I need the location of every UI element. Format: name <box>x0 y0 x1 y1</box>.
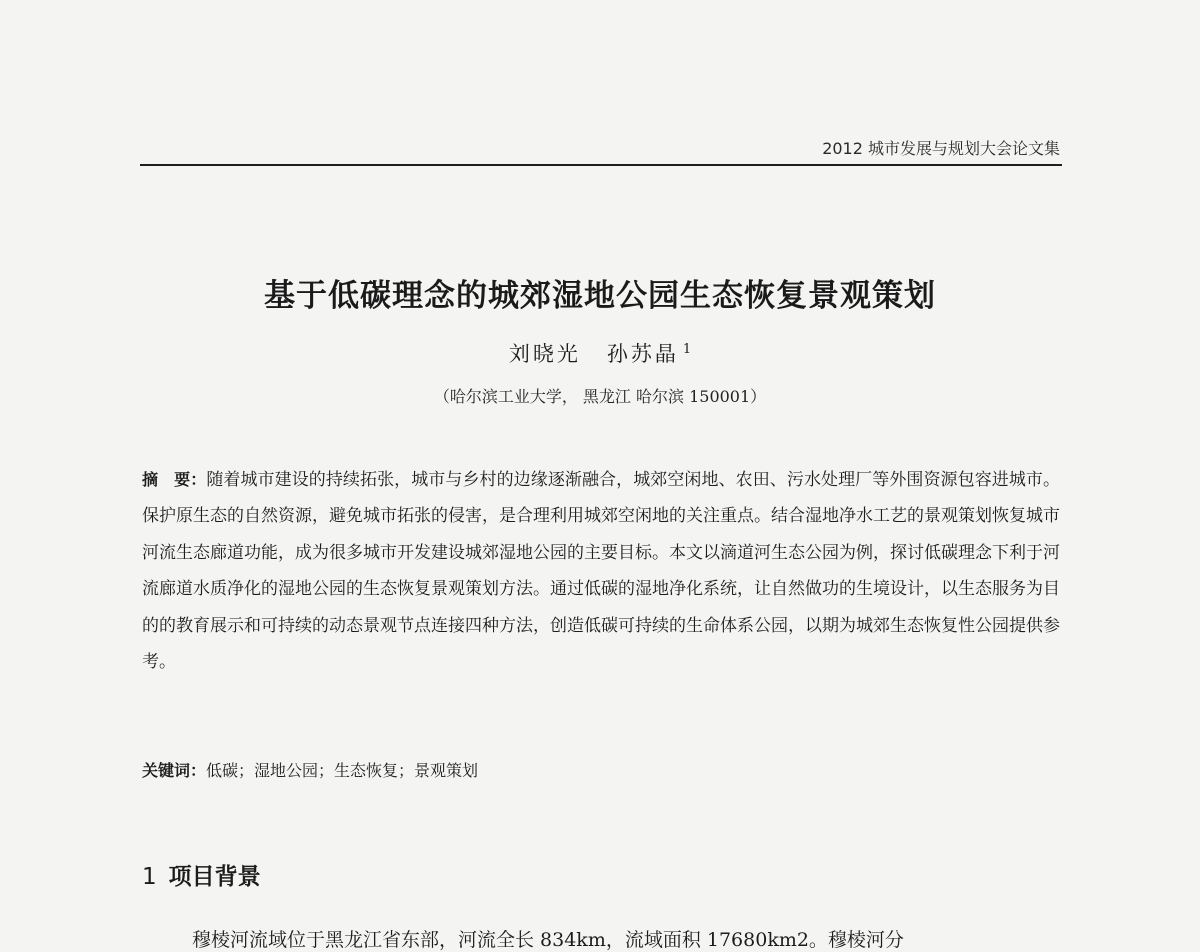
running-header: 2012 城市发展与规划大会论文集 <box>822 139 1060 158</box>
affiliation: （哈尔滨工业大学， 黑龙江 哈尔滨 150001） <box>433 387 767 406</box>
footnote-mark: 1 <box>682 342 692 357</box>
keywords-text: 低碳；湿地公园；生态恢复；景观策划 <box>206 761 479 780</box>
author-name: 孙苏晶 <box>606 342 679 366</box>
section-title: 项目背景 <box>168 864 261 890</box>
abstract <box>142 462 1060 680</box>
author-line <box>0 338 1200 368</box>
keywords-label: 关键词： <box>142 761 207 780</box>
section-heading <box>142 858 261 891</box>
keywords <box>142 758 1060 784</box>
abstract-text: 随着城市建设的持续拓张，城市与乡村的边缘逐渐融合，城郊空闲地、农田、污水处理厂等外围资源包容进城市。保护原生态的自然资源，避免城市拓张的侵害，是合理利用城郊空闲地的关注重点。结合湿地净水工艺的景观策划恢复城市河流生态廊道功能，成为很多城市开发建设城郊湿地公园的主要目标。本文以滴道河生态公园为例，探讨低碳理念下利于河流廊道水质净化的湿地公园的生态恢复景观策划方法。通过低碳的湿地净化系统，让自然做功的生境设计，以生态服务为目的的教育展示和可持续的动态景观节点连接四种方法，创造低碳可持续的生命体系公园，以期为城郊生态恢复性公园提供参考。 <box>142 470 1060 673</box>
section-number: 1 <box>142 864 157 890</box>
abstract-label: 摘 要： <box>142 470 207 489</box>
author-name: 刘晓光 <box>508 342 581 366</box>
body-paragraph: 穆棱河流域位于黑龙江省东部，河流全长 834km，流域面积 17680km2。穆棱河分 <box>192 929 904 951</box>
header-rule <box>140 164 1062 166</box>
paper-title: 基于低碳理念的城郊湿地公园生态恢复景观策划 <box>264 278 936 314</box>
